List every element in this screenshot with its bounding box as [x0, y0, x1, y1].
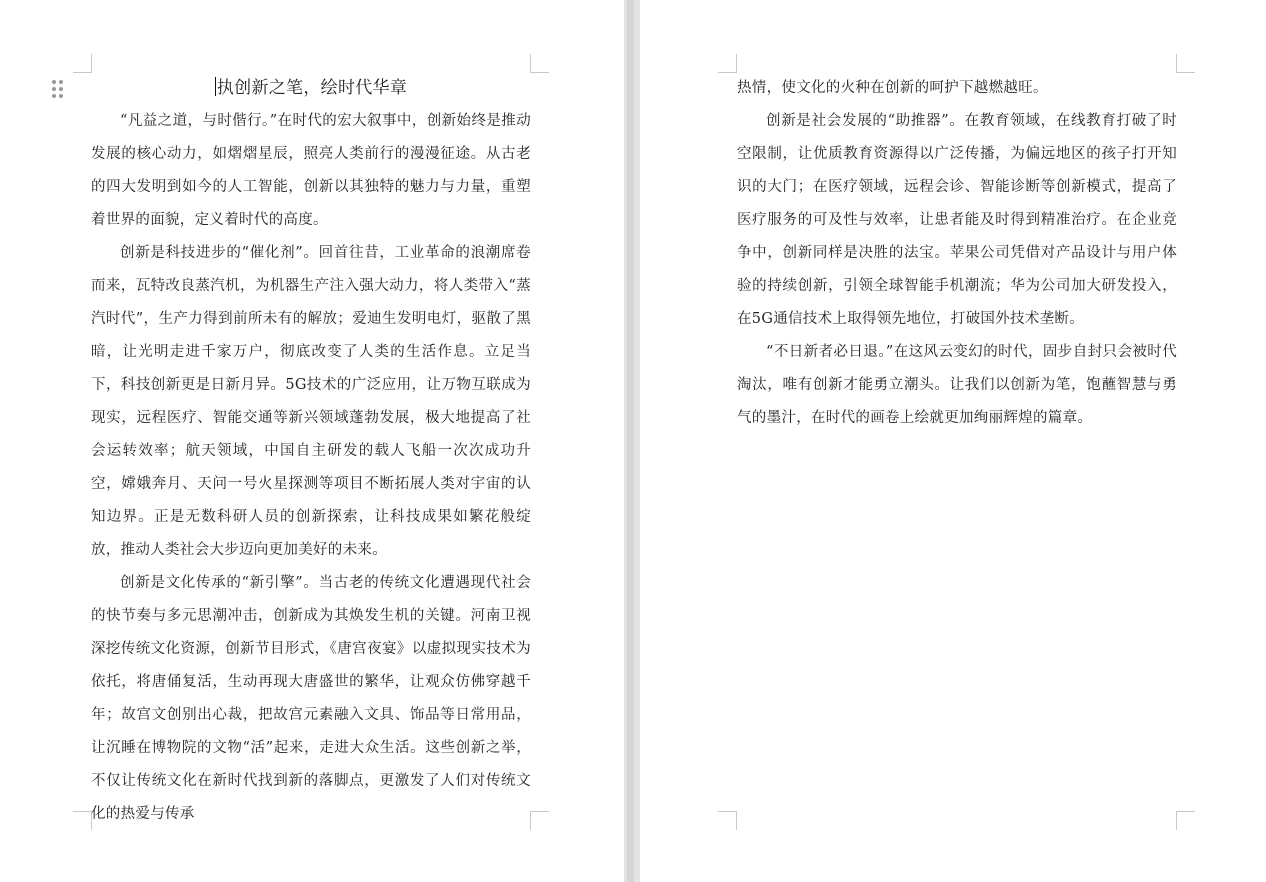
document-page-1[interactable] [0, 0, 624, 882]
paragraph-society[interactable]: 创新是社会发展的“助推器”。在教育领域，在线教育打破了时空限制，让优质教育资源得以广泛传播，为偏远地区的孩子打开知识的大门；在医疗领域，远程会诊、智能诊断等创新模式，提高了医疗服务的可及性与效率，让患者能及时得到精准治疗。在企业竞争中，创新同样是决胜的法宝。苹果公司凭借对产品设计与用户体验的持续创新，引领全球智能手机潮流；华为公司加大研发投入，在5G通信技术上取得领先地位，打破国外技术垄断。 [737, 113, 1177, 327]
paragraph-conclusion[interactable]: “不日新者必日退。”在这风云变幻的时代，固步自封只会被时代淘汰，唯有创新才能勇立潮头。让我们以创新为笔，饱蘸智慧与勇气的墨汁，在时代的画卷上绘就更加绚丽辉煌的篇章。 [737, 344, 1177, 426]
paragraph-intro[interactable]: “凡益之道，与时偕行。”在时代的宏大叙事中，创新始终是推动发展的核心动力，如熠熠星辰，照亮人类前行的漫漫征途。从古老的四大发明到如今的人工智能，创新以其独特的魅力与力量，重塑着世界的面貌，定义着时代的高度。 [91, 113, 531, 228]
margin-mark-bottom-left [718, 811, 737, 830]
document-page-2[interactable] [640, 0, 1266, 882]
page-2-body[interactable] [737, 72, 1177, 435]
page-gutter [624, 0, 640, 882]
margin-mark-top-left [718, 54, 737, 73]
margin-mark-top-right [530, 54, 549, 73]
page-1-body[interactable] [91, 72, 531, 831]
paragraph-technology[interactable]: 创新是科技进步的“催化剂”。回首往昔，工业革命的浪潮席卷而来，瓦特改良蒸汽机，为机器生产注入强大动力，将人类带入“蒸汽时代”，生产力得到前所未有的解放；爱迪生发明电灯，驱散了黑暗，让光明走进千家万户，彻底改变了人类的生活作息。立足当下，科技创新更是日新月异。5G技术的广泛应用，让万物互联成为现实，远程医疗、智能交通等新兴领域蓬勃发展，极大地提高了社会运转效率；航天领域，中国自主研发的载人飞船一次次成功升空，嫦娥奔月、天问一号火星探测等项目不断拓展人类对宇宙的认知边界。正是无数科研人员的创新探索，让科技成果如繁花般绽放，推动人类社会大步迈向更加美好的未来。 [91, 245, 531, 558]
margin-mark-top-right [1176, 54, 1195, 73]
paragraph-drag-handle-icon[interactable] [52, 80, 64, 98]
paragraph-culture[interactable]: 创新是文化传承的“新引擎”。当古老的传统文化遭遇现代社会的快节奏与多元思潮冲击，创新成为其焕发生机的关键。河南卫视深挖传统文化资源，创新节目形式，《唐宫夜宴》以虚拟现实技术为依托，将唐俑复活，生动再现大唐盛世的繁华，让观众仿佛穿越千年；故宫文创别出心裁，把故宫元素融入文具、饰品等日常用品，让沉睡在博物院的文物“活”起来，走进大众生活。这些创新之举，不仅让传统文化在新时代找到新的落脚点，更激发了人们对传统文化的热爱与传承 [91, 575, 531, 822]
text-cursor [215, 77, 216, 96]
margin-mark-bottom-left [73, 811, 92, 830]
margin-mark-bottom-right [530, 811, 549, 830]
margin-mark-top-left [73, 54, 92, 73]
document-title[interactable]: 执创新之笔，绘时代华章 [216, 78, 408, 98]
paragraph-culture-continued[interactable]: 热情，使文化的火种在创新的呵护下越燃越旺。 [737, 80, 1048, 96]
margin-mark-bottom-right [1176, 811, 1195, 830]
